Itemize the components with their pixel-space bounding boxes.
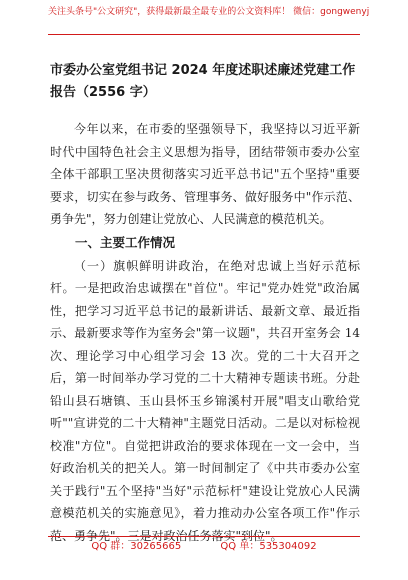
footer-divider [48,536,360,537]
footer-qq-single: QQ 单：535304092 [220,541,317,552]
intro-paragraph: 今年以来，在市委的坚强领导下，我坚持以习近平新时代中国特色社会主义思想为指导，团结带领市委办公室全体干部职工坚决贯彻落实习近平总书记"五个坚持"重要要求，切实在参与政务、管理事务、做好服务中"作示范、勇争先"，努力创建让党放心、人民满意的模范机关。 [50,122,360,226]
section-paragraph: （一）旗帜鲜明讲政治，在绝对忠诚上当好示范标杆。一是把政治忠诚摆在"首位"。牢记"党办姓党"政治属性，把学习习近平总书记的最新讲话、最新文章、最近指示、最新要求等作为室务会"第一议题"，共召开室务会 14 次、理论学习中心组学习会 13 次。党的二十大召开之后，第一时间举办学习党的二十大精神专题读书班。分赴铅山县石塘镇、玉山县怀玉乡锦溪村开展"唱支山歌给党听""宣讲党的二十大精神"主题党日活动。二是以对标检视校准"方位"。自觉把讲政治的要求体现在一文一会中，当好政治机关的把关人。第一时间制定了《中共市委办公室关于践行"五个坚持"当好"示范标杆"建设让党放心人民满意模范机关的实施意见》，着力推动办公室各项工作"作示范、勇争先"。三是对政治任务落实"到位"。 [50,258,360,543]
footer-contact [48,540,360,554]
header-divider [48,34,360,35]
header-banner: 关注头条号"公文研究"，获得最新最全最专业的公文资料库！ 微信：gongwenyj [48,7,370,17]
footer-qq-group: QQ 群：30265665 [91,541,182,552]
section-heading: 一、主要工作情况 [75,234,176,250]
document-title: 市委办公室党组书记 2024 年度述职述廉述党建工作报告（2556 字） [50,63,356,100]
document-body [50,118,360,547]
